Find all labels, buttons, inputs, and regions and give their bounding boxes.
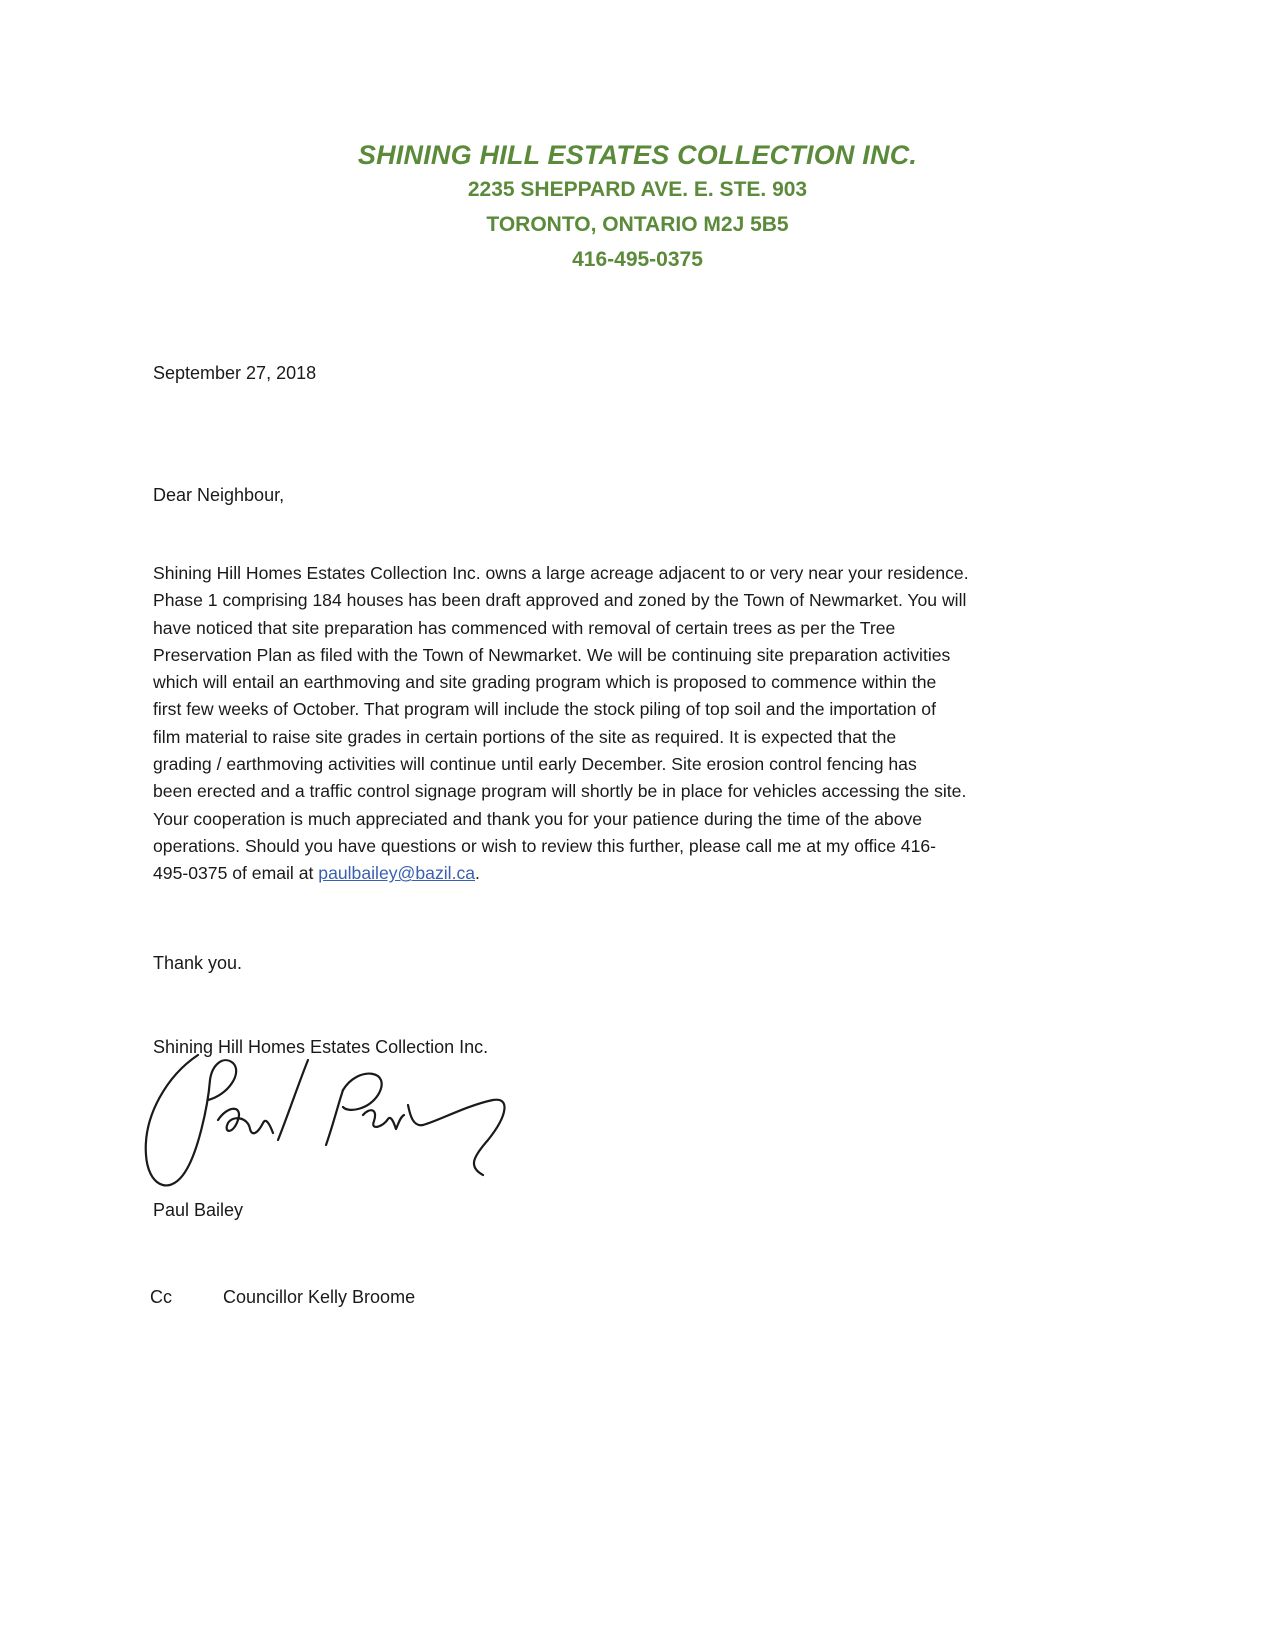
cc-label: Cc — [150, 1287, 172, 1307]
body-line: been erected and a traffic control signage program will shortly be in place for vehicles accessing the site. — [153, 781, 967, 802]
signature-company: Shining Hill Homes Estates Collection Inc. — [153, 1037, 489, 1057]
body-line: first few weeks of October. That program will include the stock piling of top soil and the importation of — [153, 699, 936, 720]
company-name: SHINING HILL ESTATES COLLECTION INC. — [357, 140, 918, 170]
letter-body — [153, 560, 1128, 888]
cc-recipient: Councillor Kelly Broome — [223, 1287, 416, 1307]
body-line: have noticed that site preparation has commenced with removal of certain trees as per the Tree — [153, 617, 896, 638]
body-last-line — [153, 860, 1128, 887]
body-line: Preservation Plan as filed with the Town of Newmarket. We will be continuing site preparation activities — [153, 644, 951, 665]
body-line: operations. Should you have questions or wish to review this further, please call me at my office 416- — [153, 835, 937, 856]
letterhead — [0, 138, 1275, 277]
handwritten-signature — [138, 1045, 528, 1205]
body-line: Shining Hill Homes Estates Collection Inc. owns a large acreage adjacent to or very near your residence. — [153, 563, 969, 583]
body-line: film material to raise site grades in certain portions of the site as required. It is expected that the — [153, 726, 897, 747]
address-line-2: TORONTO, ONTARIO M2J 5B5 — [486, 213, 789, 236]
last-line-suffix: . — [475, 863, 480, 884]
body-line: grading / earthmoving activities will continue until early December. Site erosion control fencing has — [153, 754, 917, 775]
closing: Thank you. — [153, 953, 243, 973]
last-line-prefix: 495-0375 of email at — [153, 863, 319, 884]
body-line: which will entail an earthmoving and site grading program which is proposed to commence within the — [153, 672, 937, 693]
body-line: Your cooperation is much appreciated and thank you for your patience during the time of the above — [153, 808, 923, 829]
signer-name: Paul Bailey — [153, 1200, 244, 1220]
email-link[interactable]: paulbailey@bazil.ca — [318, 863, 476, 884]
address-line-1: 2235 SHEPPARD AVE. E. STE. 903 — [467, 178, 808, 201]
salutation: Dear Neighbour, — [153, 485, 285, 505]
body-line: Phase 1 comprising 184 houses has been draft approved and zoned by the Town of Newmarket. You will — [153, 590, 967, 611]
company-phone: 416-495-0375 — [572, 248, 703, 271]
letter-date: September 27, 2018 — [153, 363, 317, 383]
